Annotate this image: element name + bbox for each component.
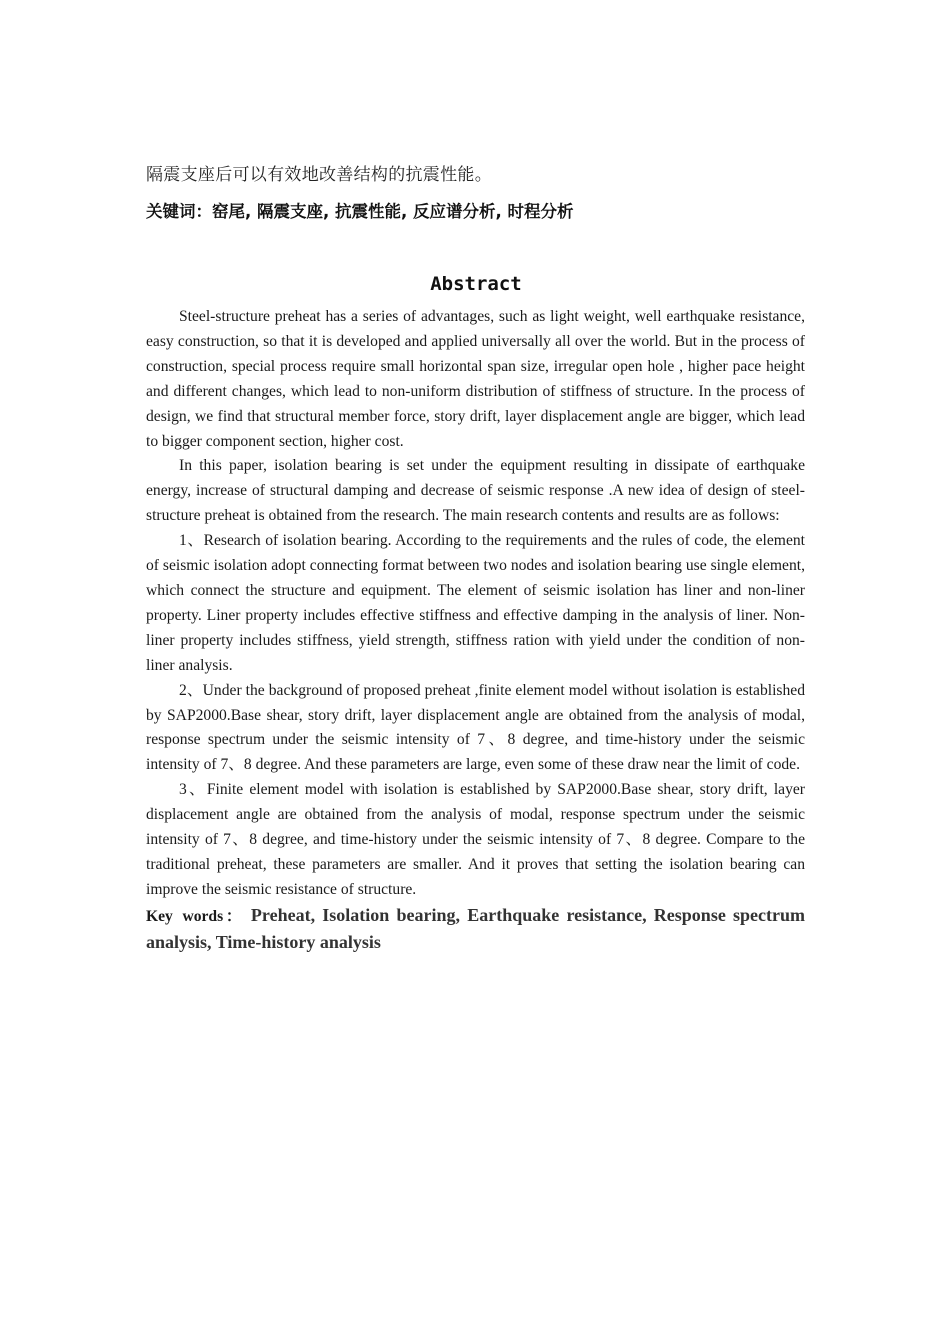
abstract-paragraph-1: Steel-structure preheat has a series of advantages, such as light weight, well earthquake resistance, easy construction, so that it is developed and applied universally all over the world. But in the process of construction, special process require small horizontal span size, irregular open hole , higher pace height and different changes, which lead to non-uniform distribution of stiffness of structure. In the process of design, we find that structural member force, story drift, layer displacement angle are bigger, which lead to bigger component section, higher cost.	[146, 308, 805, 450]
english-keywords	[146, 903, 805, 957]
abstract-paragraph-4: 2、Under the background of proposed preheat ,finite element model without isolation is established by SAP2000.Base shear, story drift, layer displacement angle are obtained from the analysis of modal, response spectrum under the seismic intensity of 7、8 degree, and time-history under the seismic intensity of 7、8 degree. And these parameters are large, even some of these draw near the limit of code.	[146, 681, 805, 774]
english-keywords-values: Preheat, Isolation bearing, Earthquake resistance, Response spectrum analysis, Time-history analysis	[146, 904, 806, 952]
chinese-abstract-continuation: 隔震支座后可以有效地改善结构的抗震性能。	[146, 165, 492, 185]
abstract-paragraph-5: 3、Finite element model with isolation is established by SAP2000.Base shear, story drift, layer displacement angle are obtained from the analysis of modal, response spectrum under the seismic intensity of 7、8 degree, and time-history under the seismic intensity of 7、8 degree. Compare to the traditional preheat, these parameters are smaller. And it proves that setting the isolation bearing can improve the seismic resistance of structure.	[146, 781, 805, 898]
chinese-keywords: 关键词：窑尾, 隔震支座, 抗震性能, 反应谱分析, 时程分析	[146, 202, 574, 221]
abstract-paragraph-3: 1、Research of isolation bearing. According to the requirements and the rules of code, the element of seismic isolation adopt connecting format between two nodes and isolation bearing use single element, which connect the structure and equipment. The element of seismic isolation has liner and non-liner property. Liner property includes effective stiffness and effective damping in the analysis of liner. Non-liner property includes stiffness, yield strength, stiffness ration with yield under the condition of non-liner analysis.	[146, 532, 805, 674]
abstract-paragraph-2: In this paper, isolation bearing is set under the equipment resulting in dissipate of earthquake energy, increase of structural damping and decrease of seismic response .A new idea of design of steel-structure preheat is obtained from the research. The main research contents and results are as follows:	[146, 457, 805, 525]
abstract-title: Abstract	[430, 273, 522, 295]
abstract-body	[146, 305, 805, 957]
english-keywords-label: Key words：	[146, 907, 245, 925]
